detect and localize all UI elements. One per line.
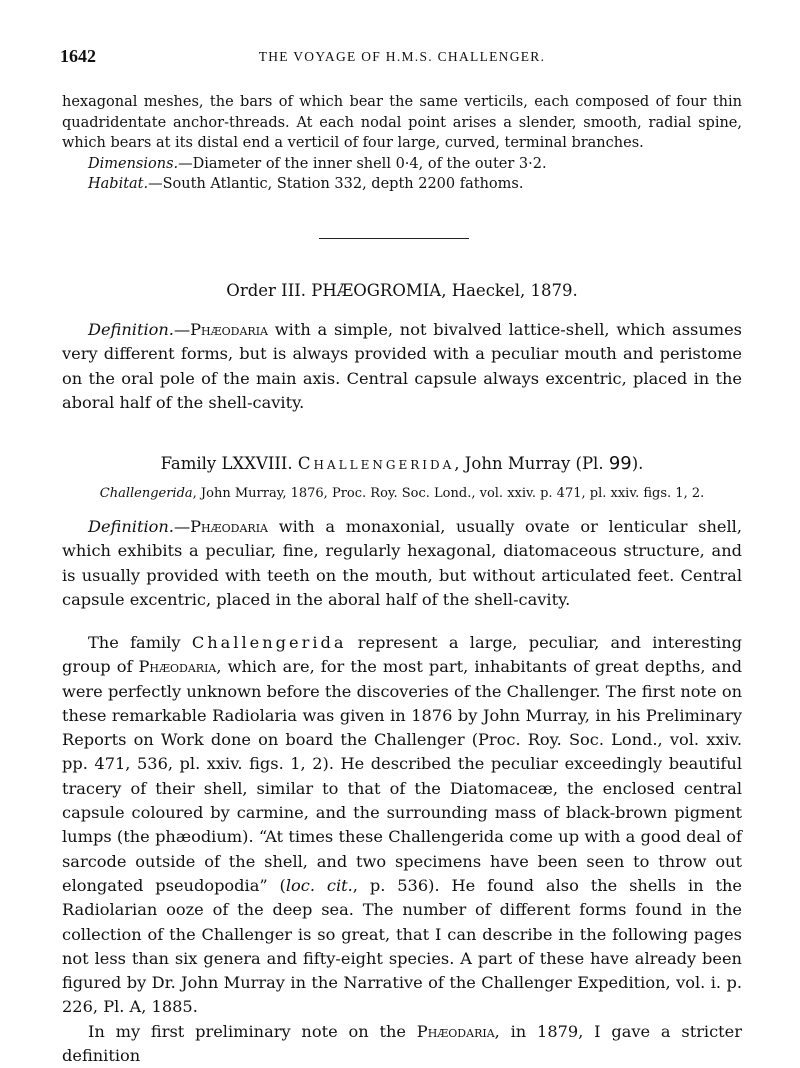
dimensions-line: [62, 154, 742, 175]
order-heading: Order III. PHÆOGROMIA, Haeckel, 1879.: [226, 281, 578, 300]
paragraph-2: In my first preliminary note on the Phæodaria, in 1879, I gave a stricter definition: [62, 1021, 742, 1066]
habitat-label: Habitat.: [88, 176, 149, 192]
family-heading: Family LXXVIII. Challengerida, John Murray (Pl. 99).: [160, 453, 644, 474]
citation-text: , John Murray, 1876, Proc. Roy. Soc. Lond., vol. xxiv. p. 471, pl. xxiv. figs. 1, 2.: [192, 486, 705, 501]
phaeodaria-term: Phæodaria: [190, 517, 269, 536]
family-definition: Definition.—Phæodaria with a monaxonial, usually ovate or lenticular shell, which exhibits a peculiar, fine, regularly hexagonal, diatomaceous structure, and is usually provided with teeth on the mouth, but without articulated feet. Central capsule excentric, placed in the aboral half of the shell-cavity.: [62, 517, 742, 609]
main-text: [62, 631, 742, 1068]
citation-name: Challengerida: [99, 486, 193, 501]
phaeodaria-term: Phæodaria: [190, 320, 269, 339]
family-name: Challengerida: [297, 454, 455, 473]
continuation-paragraph: hexagonal meshes, the bars of which bear the same verticils, each composed of four thin quadridentate anchor-threads. At each nodal point arises a slender, smooth, radial spine, which bears at its distal end a verticil of four large, curved, terminal branches.: [62, 94, 742, 151]
paragraph-1: The family Challengerida represent a large, peculiar, and interesting group of Phæodaria, which are, for the most part, inhabitants of great depths, and were perfectly unknown before the discoveries of the Challenger. The first note on these remarkable Radiolaria was given in 1876 by John Murray, in his Preliminary Reports on Work done on board the Challenger (Proc. Roy. Soc. Lond., vol. xxiv. pp. 471, 536, pl. xxiv. figs. 1, 2). He described the peculiar exceedingly beautiful tracery of their shell, similar to that of the Diatomaceæ, the enclosed central capsule coloured by carmine, and the surrounding mass of black-brown pigment lumps (the phæodium). “At times these Challengerida come up with a good deal of sarcode outside of the shell, and two specimens have been seen to throw out elongated pseudopodia” (loc. cit., p. 536). He found also the shells in the Radiolarian ooze of the deep sea. The number of different forms found in the collection of the Challenger is so great, that I can describe in the following pages not less than six genera and fifty-eight species. A part of these have already been figured by Dr. John Murray in the Narrative of the Challenger Expedition, vol. i. p. 226, Pl. A, 1885.: [62, 633, 742, 1017]
dimensions-text: —Diameter of the inner shell 0·4, of the outer 3·2.: [178, 155, 547, 172]
family-name-inline: Challengerida: [191, 633, 347, 652]
habitat-line: [62, 174, 742, 195]
page-number: 1642: [60, 46, 96, 66]
habitat-text: —South Atlantic, Station 332, depth 2200 fathoms.: [148, 176, 524, 192]
running-title: THE VOYAGE OF H.M.S. CHALLENGER.: [258, 49, 546, 64]
dimensions-label: Dimensions.: [88, 155, 179, 172]
phaeodaria-term: Phæodaria: [138, 657, 217, 677]
family-citation: [62, 486, 742, 501]
family-definition-text: with a monaxonial, usually ovate or lenticular shell, which exhibits a peculiar, fine, regularly hexagonal, diatomaceous structure, and is usually provided with teeth on the mouth, but without articulated feet. Central capsule excentric, placed in the aboral half of the shell-cavity.: [62, 517, 742, 609]
loc-cit: loc. cit.: [285, 875, 353, 895]
phaeodaria-term: Phæodaria: [416, 1021, 495, 1041]
page-header: [60, 46, 744, 70]
species-description-end: [62, 92, 742, 195]
section-divider: [319, 238, 469, 239]
order-definition: Definition.—Phæodaria with a simple, not bivalved lattice-shell, which assumes very different forms, but is always provided with a peculiar mouth and peristome on the oral pole of the main axis. Central capsule always excentric, placed in the aboral half of the shell-cavity.: [62, 320, 742, 412]
order-definition-label: Definition.: [88, 320, 174, 339]
plate-number: 99: [608, 453, 632, 474]
family-definition-label: Definition.: [88, 517, 174, 536]
order-definition-text: with a simple, not bivalved lattice-shell, which assumes very different forms, but is always provided with a peculiar mouth and peristome on the oral pole of the main axis. Central capsule always excentric, placed in the aboral half of the shell-cavity.: [62, 320, 742, 412]
